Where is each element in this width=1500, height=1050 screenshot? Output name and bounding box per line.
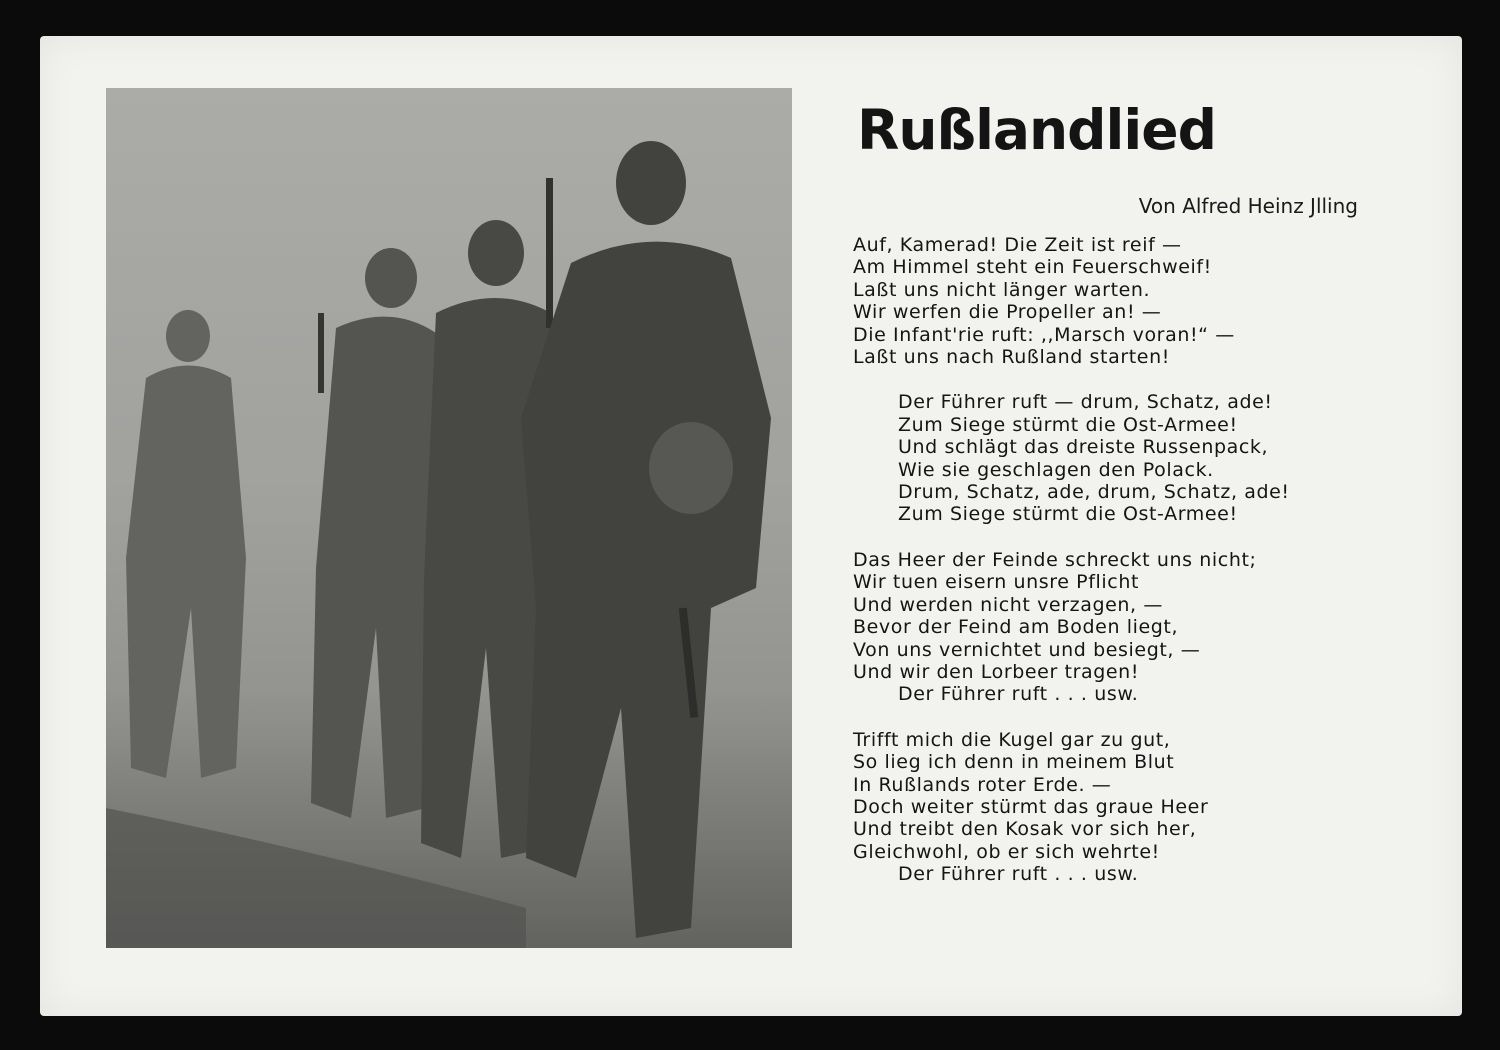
lyric-line: Zum Siege stürmt die Ost-Armee! — [898, 503, 1238, 526]
soldiers-photo — [106, 88, 792, 948]
lyric-line: Auf, Kamerad! Die Zeit ist reif — — [853, 234, 1182, 256]
stanza-3 — [853, 549, 1433, 706]
stanza-1 — [853, 234, 1433, 368]
stanza-2 — [853, 391, 1433, 525]
stanza-4 — [853, 729, 1433, 886]
lyric-line: Wir tuen eisern unsre Pflicht — [853, 571, 1140, 594]
lyric-line: So lieg ich denn in meinem Blut — [853, 751, 1175, 774]
lyric-line: Laßt uns nicht länger warten. — [853, 278, 1151, 301]
lyric-line: Und wir den Lorbeer tragen! — [853, 660, 1140, 683]
lyric-line: Trifft mich die Kugel gar zu gut, — [853, 728, 1171, 751]
lyric-line: Gleichwohl, ob er sich wehrte! — [853, 840, 1160, 863]
lyric-line: Und werden nicht verzagen, — — [853, 593, 1163, 616]
lyric-line: Wie sie geschlagen den Polack. — [898, 458, 1214, 481]
lyric-line: Laßt uns nach Rußland starten! — [853, 346, 1170, 369]
lyric-line: Die Infant'rie ruft: ,,Marsch voran!“ — — [853, 323, 1235, 346]
author-byline: Von Alfred Heinz Jlling — [1138, 194, 1358, 218]
postcard — [40, 36, 1462, 1016]
lyric-line: Das Heer der Feinde schreckt uns nicht; — [853, 548, 1257, 571]
lyric-line: Und schlägt das dreiste Russenpack, — [898, 436, 1269, 459]
lyric-line: In Rußlands roter Erde. — — [853, 773, 1112, 796]
lyric-line: Am Himmel steht ein Feuerschweif! — [853, 256, 1212, 279]
marching-soldiers-photo-icon — [106, 88, 792, 948]
lyrics — [853, 234, 1433, 909]
lyric-line: Drum, Schatz, ade, drum, Schatz, ade! — [898, 481, 1290, 504]
lyric-line: Der Führer ruft — drum, Schatz, ade! — [898, 391, 1273, 414]
lyric-line: Und treibt den Kosak vor sich her, — [853, 818, 1197, 841]
lyric-line: Bevor der Feind am Boden liegt, — [853, 616, 1179, 639]
lyric-line: Zum Siege stürmt die Ost-Armee! — [898, 413, 1238, 436]
refrain-line: Der Führer ruft . . . usw. — [898, 683, 1139, 706]
refrain-line: Der Führer ruft . . . usw. — [898, 863, 1139, 886]
song-title: Rußlandlied — [857, 98, 1216, 162]
lyric-line: Doch weiter stürmt das graue Heer — [853, 795, 1209, 818]
lyric-line: Wir werfen die Propeller an! — — [853, 301, 1162, 324]
lyric-line: Von uns vernichtet und besiegt, — — [853, 638, 1201, 661]
